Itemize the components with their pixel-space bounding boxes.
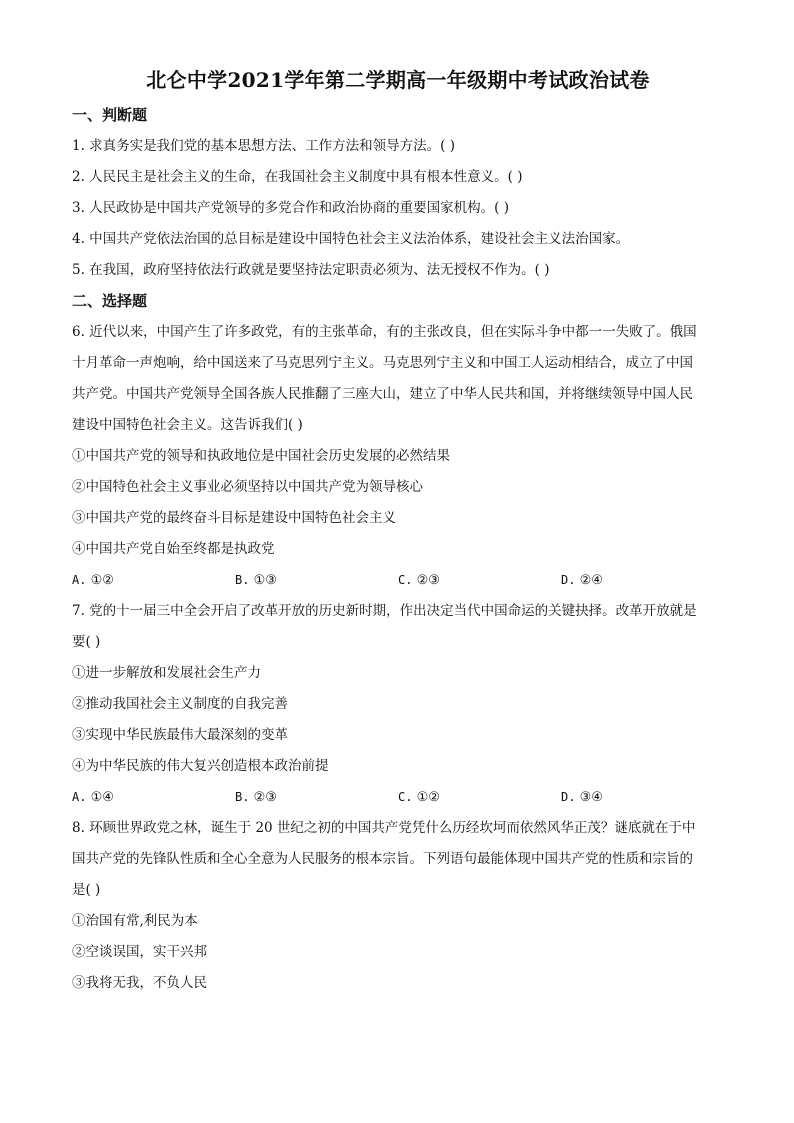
question-6-options: [72, 565, 724, 596]
question-7: [72, 596, 724, 813]
question-7-option-b[interactable]: [235, 782, 398, 813]
judgment-item-4: 4. 中国共产党依法治国的总目标是建设中国特色社会主义法治体系，建设社会主义法治国家。: [72, 231, 630, 247]
option-text: ①②: [416, 790, 440, 805]
option-text: ③④: [579, 790, 603, 805]
question-6-option-c[interactable]: [398, 565, 561, 596]
option-text: ①②: [90, 573, 114, 588]
question-7-statement: ③实现中华民族最伟大最深刻的变革: [72, 727, 288, 743]
question-6-option-d[interactable]: [561, 565, 724, 596]
question-6-option-a[interactable]: [72, 565, 235, 596]
question-8-statement: ③我将无我，不负人民: [72, 975, 207, 991]
question-7-options: [72, 782, 724, 813]
question-8-stem-line: 国共产党的先锋队性质和全心全意为人民服务的根本宗旨。下列语句最能体现中国共产党的性质和宗旨的: [72, 851, 693, 867]
option-letter: B.: [235, 790, 250, 804]
question-6-statement: ③中国共产党的最终奋斗目标是建设中国特色社会主义: [72, 510, 396, 526]
question-6-stem-line: 十月革命一声炮响，给中国送来了马克思列宁主义。马克思列宁主义和中国工人运动相结合，成立了中国: [72, 355, 693, 371]
question-8-statement: ②空谈误国，实干兴邦: [72, 944, 207, 960]
question-8-statement: ①治国有常,利民为本: [72, 913, 198, 929]
question-6: [72, 317, 724, 596]
judgment-item-5: 5. 在我国，政府坚持依法行政就是要坚持法定职责必须为、法无授权不作为。( ): [72, 262, 550, 278]
option-letter: D.: [561, 573, 576, 587]
question-7-stem-line: 7. 党的十一届三中全会开启了改革开放的历史新时期，作出决定当代中国命运的关键抉择。改革开放就是: [72, 603, 697, 619]
judgment-list: [72, 131, 724, 286]
question-8-stem-line: 8. 环顾世界政党之林，诞生于 20 世纪之初的中国共产党凭什么历经坎坷而依然风华正茂？谜底就在于中: [72, 820, 696, 836]
page-title: 北仑中学2021学年第二学期高一年级期中考试政治试卷: [146, 68, 650, 92]
section-heading-choice: 二、选择题: [72, 292, 148, 310]
question-7-stem-line: 要( ): [72, 634, 101, 650]
option-text: ②④: [579, 573, 603, 588]
question-7-statement: ②推动我国社会主义制度的自我完善: [72, 696, 288, 712]
question-7-option-d[interactable]: [561, 782, 724, 813]
question-6-statement: ②中国特色社会主义事业必须坚持以中国共产党为领导核心: [72, 479, 423, 495]
question-6-statement: ④中国共产党自始至终都是执政党: [72, 541, 275, 557]
question-8: [72, 813, 724, 999]
option-letter: A.: [72, 573, 87, 587]
judgment-item-2: 2. 人民民主是社会主义的生命，在我国社会主义制度中具有根本性意义。( ): [72, 169, 523, 185]
judgment-item-3: 3. 人民政协是中国共产党领导的多党合作和政治协商的重要国家机构。( ): [72, 200, 509, 216]
question-7-statement: ①进一步解放和发展社会生产力: [72, 665, 261, 681]
option-text: ①③: [253, 573, 277, 588]
question-6-stem-line: 6. 近代以来，中国产生了许多政党，有的主张革命，有的主张改良，但在实际斗争中都一一失败了。俄国: [72, 324, 697, 340]
question-8-stem-line: 是( ): [72, 882, 101, 898]
question-7-option-c[interactable]: [398, 782, 561, 813]
question-6-stem-line: 共产党。中国共产党领导全国各族人民推翻了三座大山，建立了中华人民共和国，并将继续领导中国人民: [72, 386, 693, 402]
question-7-option-a[interactable]: [72, 782, 235, 813]
question-6-statement: ①中国共产党的领导和执政地位是中国社会历史发展的必然结果: [72, 448, 450, 464]
option-text: ①④: [90, 790, 114, 805]
option-text: ②③: [416, 573, 440, 588]
question-7-statement: ④为中华民族的伟大复兴创造根本政治前提: [72, 758, 329, 774]
option-letter: C.: [398, 573, 413, 587]
option-letter: B.: [235, 573, 250, 587]
section-heading-judgment: 一、判断题: [72, 106, 148, 124]
option-letter: D.: [561, 790, 576, 804]
option-letter: A.: [72, 790, 87, 804]
option-letter: C.: [398, 790, 413, 804]
question-6-option-b[interactable]: [235, 565, 398, 596]
option-text: ②③: [253, 790, 277, 805]
question-6-stem-line: 建设中国特色社会主义。这告诉我们( ): [72, 417, 303, 433]
judgment-item-1: 1. 求真务实是我们党的基本思想方法、工作方法和领导方法。( ): [72, 138, 455, 154]
